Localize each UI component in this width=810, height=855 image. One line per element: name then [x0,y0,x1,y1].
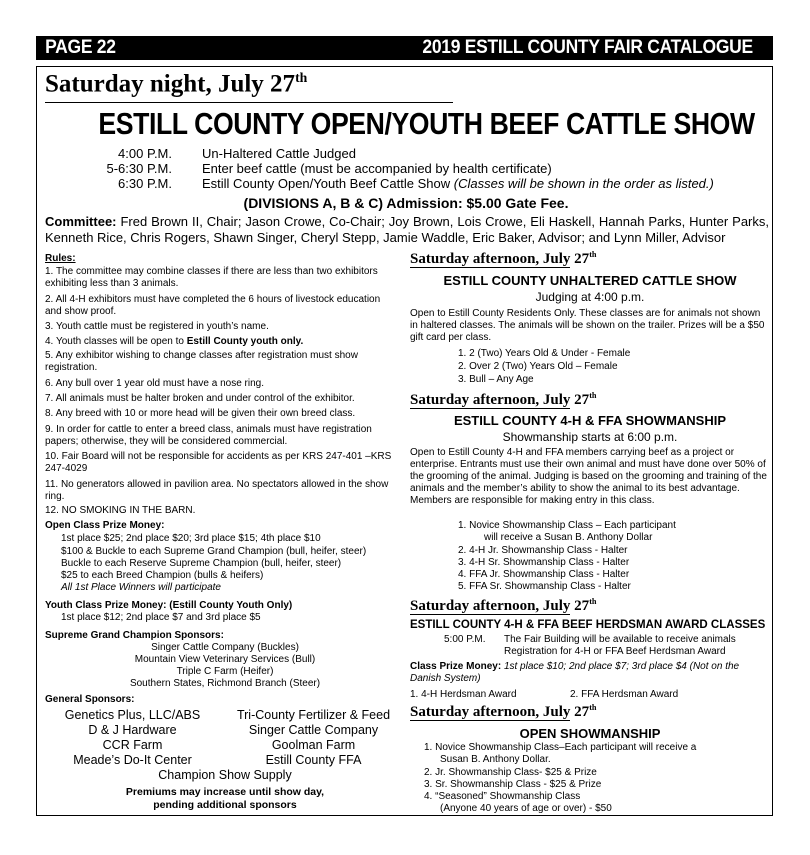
rule-item: 5. Any exhibitor wishing to change classes after registration must show registration. [45,350,358,373]
rule-item: 10. Fair Board will not be responsible for accidents as per KRS 247-401 –KRS 247-4029 [45,451,392,474]
supreme-sponsors-heading: Supreme Grand Champion Sponsors: [45,630,224,641]
premiums-note: pending additional sponsors [153,799,297,811]
unhaltered-title: ESTILL COUNTY UNHALTERED CATTLE SHOW [443,273,737,288]
herdsman-title: ESTILL COUNTY 4-H & FFA BEEF HERDSMAN AWARD CLASSES [410,619,766,631]
page-number: PAGE 22 [45,37,116,58]
rule-item: 9. In order for cattle to enter a breed class, animals must have registration papers; otherwise, they will be considered commercial. [45,424,372,447]
schedule-row: 5-6:30 P.M. Enter beef cattle (must be accompanied by health certificate) [106,161,552,176]
supreme-sponsor: Southern States, Richmond Branch (Steer) [129,678,321,689]
showmanship-4h-class: will receive a Susan B. Anthony Dollar [484,532,653,543]
unhaltered-subtitle: Judging at 4:00 p.m. [535,290,645,304]
supreme-sponsor: Mountain View Veterinary Services (Bull) [134,654,316,665]
showmanship-4h-class: 4. FFA Jr. Showmanship Class - Halter [458,569,630,580]
saturday-night-heading: Saturday night, July 27th [45,70,308,98]
open-showmanship-title: OPEN SHOWMANSHIP [519,726,661,741]
page-header-bar [36,36,773,60]
herdsman-time: 5:00 P.M. [444,634,486,645]
unhaltered-class: 2. Over 2 (Two) Years Old – Female [458,361,618,372]
general-sponsor: Champion Show Supply [158,768,292,782]
general-sponsor: Singer Cattle Company [248,723,379,737]
herdsman-time-text: The Fair Building will be available to receive animals [504,634,736,645]
general-sponsors-heading: General Sponsors: [45,694,135,705]
rule-item: 12. NO SMOKING IN THE BARN. [45,505,196,516]
supreme-sponsor: Triple C Farm (Heifer) [176,666,274,677]
general-sponsor: Tri-County Fertilizer & Feed [236,708,391,722]
show-title: ESTILL COUNTY OPEN/YOUTH BEEF CATTLE SHOW [98,106,755,141]
premiums-note: Premiums may increase until show day, [125,786,325,798]
rule-item: 3. Youth cattle must be registered in youth’s name. [45,321,269,332]
herdsman-date: Saturday afternoon, July 27th [410,597,597,614]
open-showmanship-class: (Anyone 40 years of age or over) - $50 [440,803,612,814]
showmanship-4h-date: Saturday afternoon, July 27th [410,391,597,408]
general-sponsor: Estill County FFA [265,753,362,767]
rule-item: 7. All animals must be halter broken and under control of the exhibitor. [45,393,355,404]
general-sponsor: CCR Farm [102,738,163,752]
schedule-row: 4:00 P.M. Un-Haltered Cattle Judged [118,146,356,161]
unhaltered-class: 3. Bull – Any Age [458,374,534,385]
herdsman-prize: Class Prize Money: 1st place $10; 2nd place $7; 3rd place $4 (Not on the Danish System) [410,661,740,684]
open-showmanship-class: 1. Novice Showmanship Class–Each participant will receive a [424,742,697,753]
section-rule [410,614,570,615]
rule-item: 4. Youth classes will be open to Estill County youth only. [45,336,304,347]
heading-rule [45,102,453,103]
divisions-admission: (DIVISIONS A, B & C) Admission: $5.00 Gate Fee. [243,195,569,211]
rule-item: 2. All 4-H exhibitors must have completed the 6 hours of livestock education and show proof. [45,294,381,317]
committee: Committee: Fred Brown II, Chair; Jason Crowe, Co-Chair; Joy Brown, Lois Crowe, Eli Haskell, Hannah Parks, Hunter Parks, Kenneth Rice, Chris Rogers, Shawn Singer, Cheryl Stepp, Jamie Waddle, Eric Baker, Advisor; and Lynn Miller, Advisor [45,214,769,245]
rule-item: 11. No generators allowed in pavilion area. No spectators allowed in the show ring. [45,479,389,502]
showmanship-4h-text: Open to Estill County 4-H and FFA members carrying beef as a project or enterprise. Entrants must use their own animal and must have done over 50% of the grooming of the animal. Judging is based on the grooming and training of the animals and the member’s ability to show the animal to its best advantage. Members are responsible for making entry in this class. [410,447,767,506]
rule-item: 1. The committee may combine classes if there are less than two exhibitors exhibiting less than 3 animals. [45,266,378,289]
herdsman-time-text: Registration for 4-H or FFA Beef Herdsman Award [504,646,726,657]
general-sponsor: Genetics Plus, LLC/ABS [64,708,201,722]
open-prize-line: Buckle to each Reserve Supreme Champion (bull, heifer, steer) [61,558,342,569]
open-prize-note: All 1st Place Winners will participate [61,582,221,593]
showmanship-4h-class: 5. FFA Sr. Showmanship Class - Halter [458,581,631,592]
open-prize-line: $25 to each Breed Champion (bulls & heifers) [61,570,264,581]
open-showmanship-class: 4. “Seasoned” Showmanship Class [424,791,581,802]
showmanship-4h-class: 3. 4-H Sr. Showmanship Class - Halter [458,557,630,568]
unhaltered-date: Saturday afternoon, July 27th [410,250,597,267]
herdsman-award: 1. 4-H Herdsman Award [410,689,517,700]
unhaltered-text: Open to Estill County Residents Only. These classes are for animals not shown in haltered classes. The animals will be shown on the trailer. Prizes will be a $50 gift card per class. [410,308,765,343]
supreme-sponsor: Singer Cattle Company (Buckles) [151,642,299,653]
section-rule [410,267,570,268]
open-prize-line: $100 & Buckle to each Supreme Grand Champion (bull, heifer, steer) [61,546,367,557]
rules-heading: Rules: [45,253,76,264]
showmanship-4h-class: 2. 4-H Jr. Showmanship Class - Halter [458,545,628,556]
unhaltered-class: 1. 2 (Two) Years Old & Under - Female [458,348,631,359]
showmanship-4h-subtitle: Showmanship starts at 6:00 p.m. [502,430,678,444]
section-rule [410,408,570,409]
open-prize-line: 1st place $25; 2nd place $20; 3rd place $15; 4th place $10 [61,533,321,544]
youth-prize-heading: Youth Class Prize Money: (Estill County Youth Only) [45,600,293,611]
rule-item: 6. Any bull over 1 year old must have a nose ring. [45,378,265,389]
schedule-row: 6:30 P.M. Estill County Open/Youth Beef Cattle Show (Classes will be shown in the order as listed.) [118,176,714,191]
general-sponsor: Goolman Farm [271,738,356,752]
herdsman-award: 2. FFA Herdsman Award [570,689,679,700]
open-prize-heading: Open Class Prize Money: [45,520,165,531]
catalogue-title: 2019 ESTILL COUNTY FAIR CATALOGUE [422,37,753,58]
open-showmanship-date: Saturday afternoon, July 27th [410,703,597,720]
rule-item: 8. Any breed with 10 or more head will be given their own breed class. [45,408,356,419]
youth-prize-line: 1st place $12; 2nd place $7 and 3rd place $5 [61,612,261,623]
open-showmanship-class: 3. Sr. Showmanship Class - $25 & Prize [424,779,602,790]
section-rule [410,720,570,721]
open-showmanship-class: 2. Jr. Showmanship Class- $25 & Prize [424,767,597,778]
showmanship-4h-title: ESTILL COUNTY 4-H & FFA SHOWMANSHIP [453,413,727,428]
showmanship-4h-class: 1. Novice Showmanship Class – Each participant [458,520,676,531]
general-sponsor: Meade’s Do-It Center [73,753,192,767]
general-sponsor: D & J Hardware [88,723,177,737]
open-showmanship-class: Susan B. Anthony Dollar. [440,754,551,765]
